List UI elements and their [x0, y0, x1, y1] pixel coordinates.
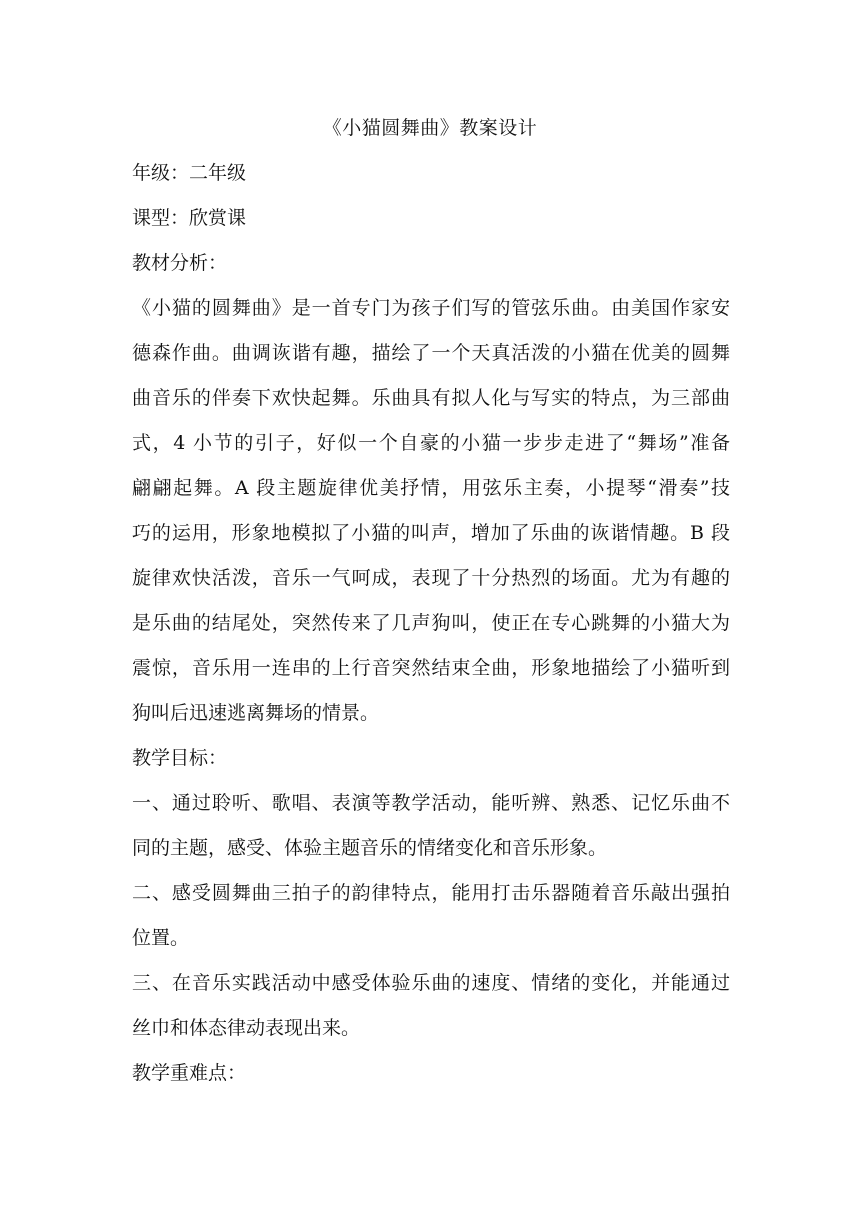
analysis-heading: 教材分析：	[132, 252, 228, 274]
objective-line: 位置。	[132, 927, 190, 949]
analysis-line: 巧的运用，形象地模拟了小猫的叫声，增加了乐曲的诙谐情趣。B 段	[132, 522, 730, 544]
document-body	[132, 155, 730, 1092]
analysis-line: 式，4 小节的引子，好似一个自豪的小猫一步步走进了“舞场”准备	[132, 432, 730, 454]
lesson-type-line: 课型：欣赏课	[132, 207, 247, 229]
analysis-line: 旋律欢快活泼，音乐一气呵成，表现了十分热烈的场面。尤为有趣的	[132, 567, 730, 589]
analysis-line: 狗叫后迅速逃离舞场的情景。	[132, 702, 380, 724]
objective-3	[132, 965, 730, 1047]
analysis-line: 是乐曲的结尾处，突然传来了几声狗叫，使正在专心跳舞的小猫大为	[132, 612, 730, 634]
analysis-line: 曲音乐的伴奏下欢快起舞。乐曲具有拟人化与写实的特点，为三部曲	[132, 387, 730, 409]
analysis-line: 震惊，音乐用一连串的上行音突然结束全曲，形象地描绘了小猫听到	[132, 657, 730, 679]
objective-line: 三、在音乐实践活动中感受体验乐曲的速度、情绪的变化，并能通过	[132, 972, 730, 994]
analysis-line: 《小猫的圆舞曲》是一首专门为孩子们写的管弦乐曲。由美国作家安	[132, 297, 730, 319]
objective-1	[132, 785, 730, 867]
objective-line: 同的主题，感受、体验主题音乐的情绪变化和音乐形象。	[132, 837, 608, 859]
objective-line: 二、感受圆舞曲三拍子的韵律特点，能用打击乐器随着音乐敲出强拍	[132, 882, 730, 904]
objective-2	[132, 875, 730, 957]
key-points-heading: 教学重难点：	[132, 1062, 247, 1084]
analysis-line: 德森作曲。曲调诙谐有趣，描绘了一个天真活泼的小猫在优美的圆舞	[132, 342, 730, 364]
analysis-paragraph	[132, 290, 730, 732]
analysis-line: 翩翩起舞。A 段主题旋律优美抒情，用弦乐主奏，小提琴“滑奏”技	[132, 477, 730, 499]
objective-line: 一、通过聆听、歌唱、表演等教学活动，能听辨、熟悉、记忆乐曲不	[132, 792, 730, 814]
grade-line: 年级：二年级	[132, 162, 247, 184]
objectives-heading: 教学目标：	[132, 747, 228, 769]
document-title: 《小猫圆舞曲》教案设计	[322, 117, 538, 139]
objective-line: 丝巾和体态律动表现出来。	[132, 1017, 361, 1039]
